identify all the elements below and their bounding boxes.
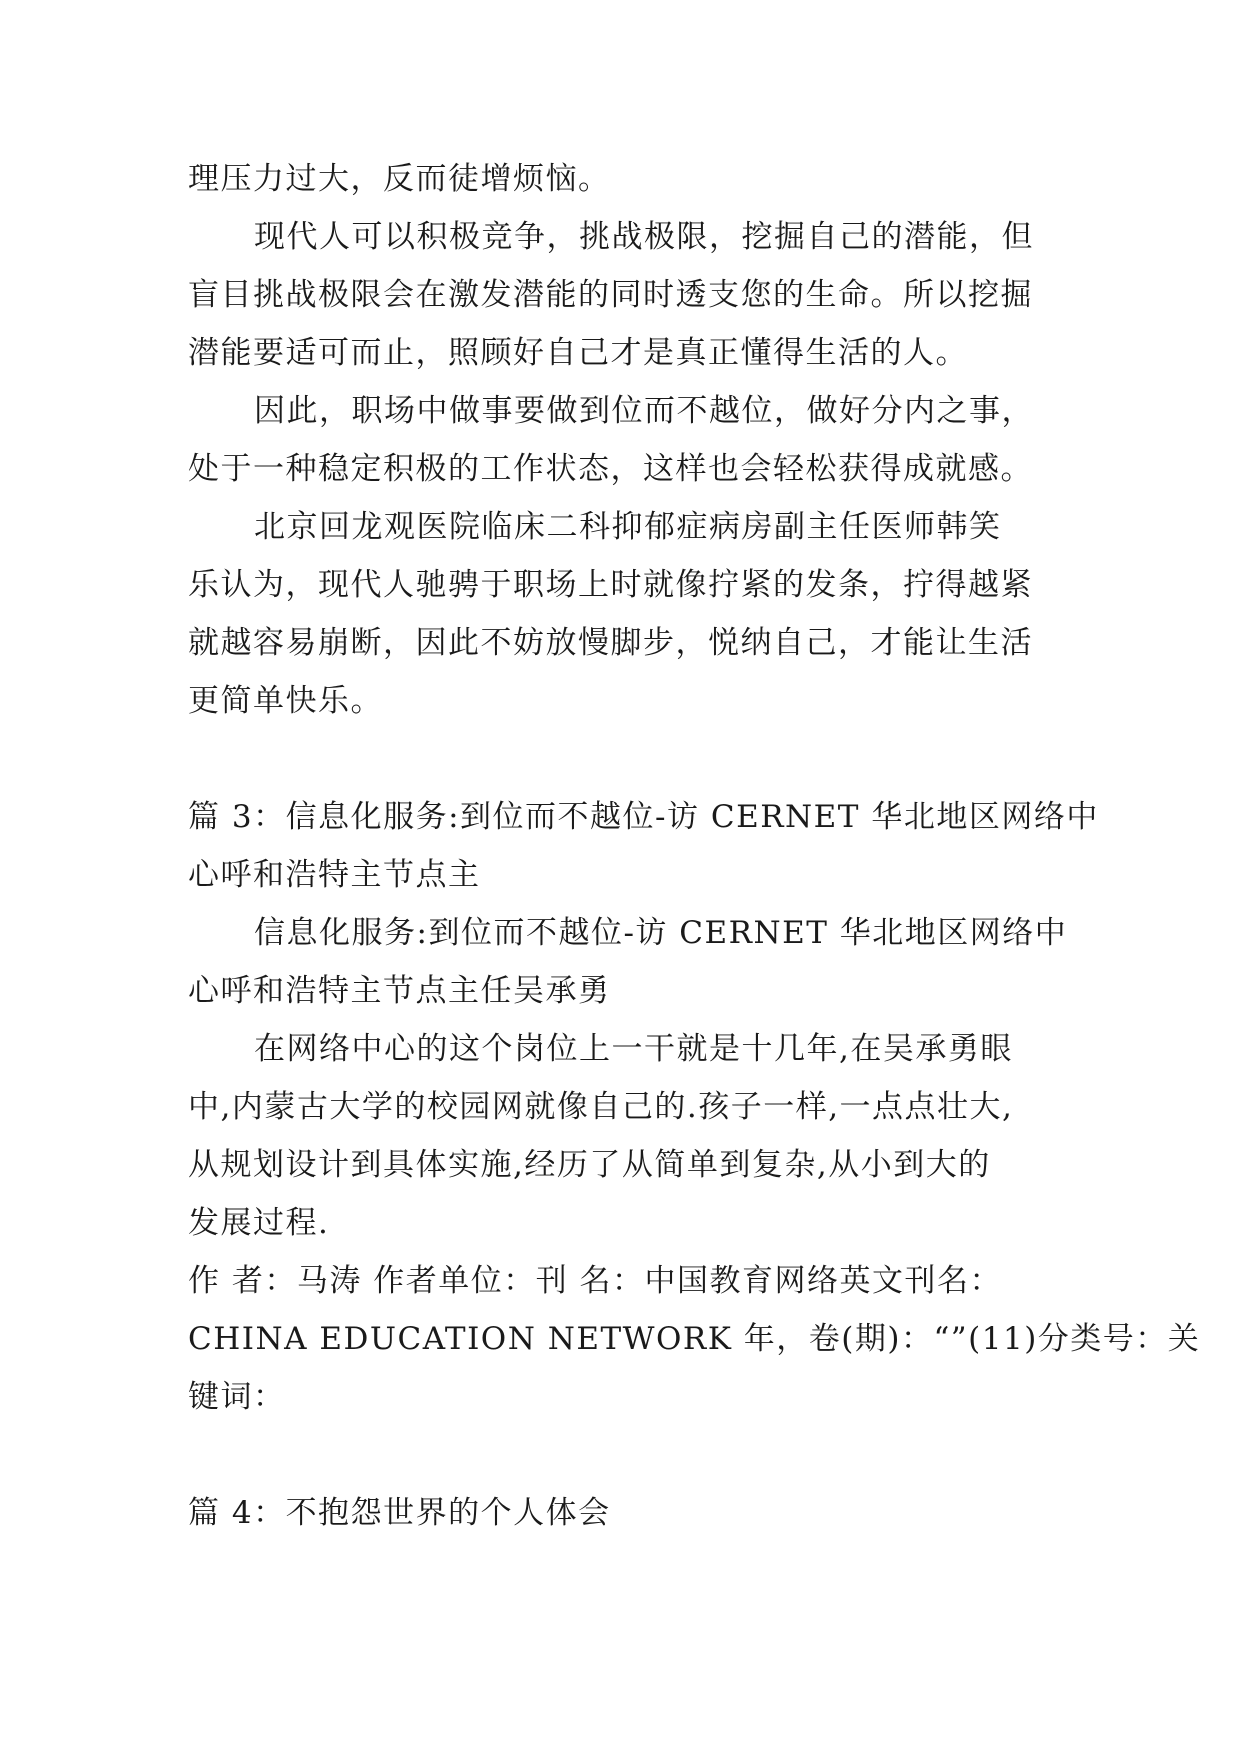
section-heading-3: 篇 3：信息化服务:到位而不越位-访 CERNET 华北地区网络中 [188,799,1099,835]
article-meta-line: 键词： [188,1379,286,1415]
paragraph-line: 在网络中心的这个岗位上一干就是十几年,在吴承勇眼 [254,1031,1013,1067]
paragraph-line: 心呼和浩特主节点主任吴承勇 [188,973,611,1009]
paragraph-line: 乐认为，现代人驰骋于职场上时就像拧紧的发条，拧得越紧 [188,567,1033,603]
paragraph-line: 潜能要适可而止，照顾好自己才是真正懂得生活的人。 [188,335,968,371]
paragraph-line: 中,内蒙古大学的校园网就像自己的.孩子一样,一点点壮大, [188,1089,1014,1125]
paragraph-line: 更简单快乐。 [188,683,383,719]
paragraph-line: 就越容易崩断，因此不妨放慢脚步，悦纳自己，才能让生活 [188,625,1033,661]
paragraph-line: 盲目挑战极限会在激发潜能的同时透支您的生命。所以挖掘 [188,277,1033,313]
section-heading-3-cont: 心呼和浩特主节点主 [188,857,481,893]
section-gap [188,730,1058,788]
article-meta-line: 作 者：马涛 作者单位：刊 名：中国教育网络英文刊名： [188,1263,1003,1299]
document-page [188,150,1201,1542]
article-meta-line: CHINA EDUCATION NETWORK 年，卷(期)：“”(11)分类号：关 [188,1321,1201,1357]
paragraph-line: 信息化服务:到位而不越位-访 CERNET 华北地区网络中 [254,915,1068,951]
section-gap [188,1426,1058,1484]
paragraph-line: 从规划设计到具体实施,经历了从简单到复杂,从小到大的 [188,1147,991,1183]
paragraph-line: 现代人可以积极竞争，挑战极限，挖掘自己的潜能，但 [254,219,1034,255]
paragraph-line: 处于一种稳定积极的工作状态，这样也会轻松获得成就感。 [188,451,1033,487]
section-heading-4: 篇 4：不抱怨世界的个人体会 [188,1495,611,1531]
paragraph-line: 发展过程. [188,1205,330,1241]
paragraph-line: 北京回龙观医院临床二科抑郁症病房副主任医师韩笑 [254,509,1002,545]
paragraph-line: 理压力过大，反而徒增烦恼。 [188,161,611,197]
paragraph-line: 因此，职场中做事要做到位而不越位，做好分内之事， [254,393,1034,429]
